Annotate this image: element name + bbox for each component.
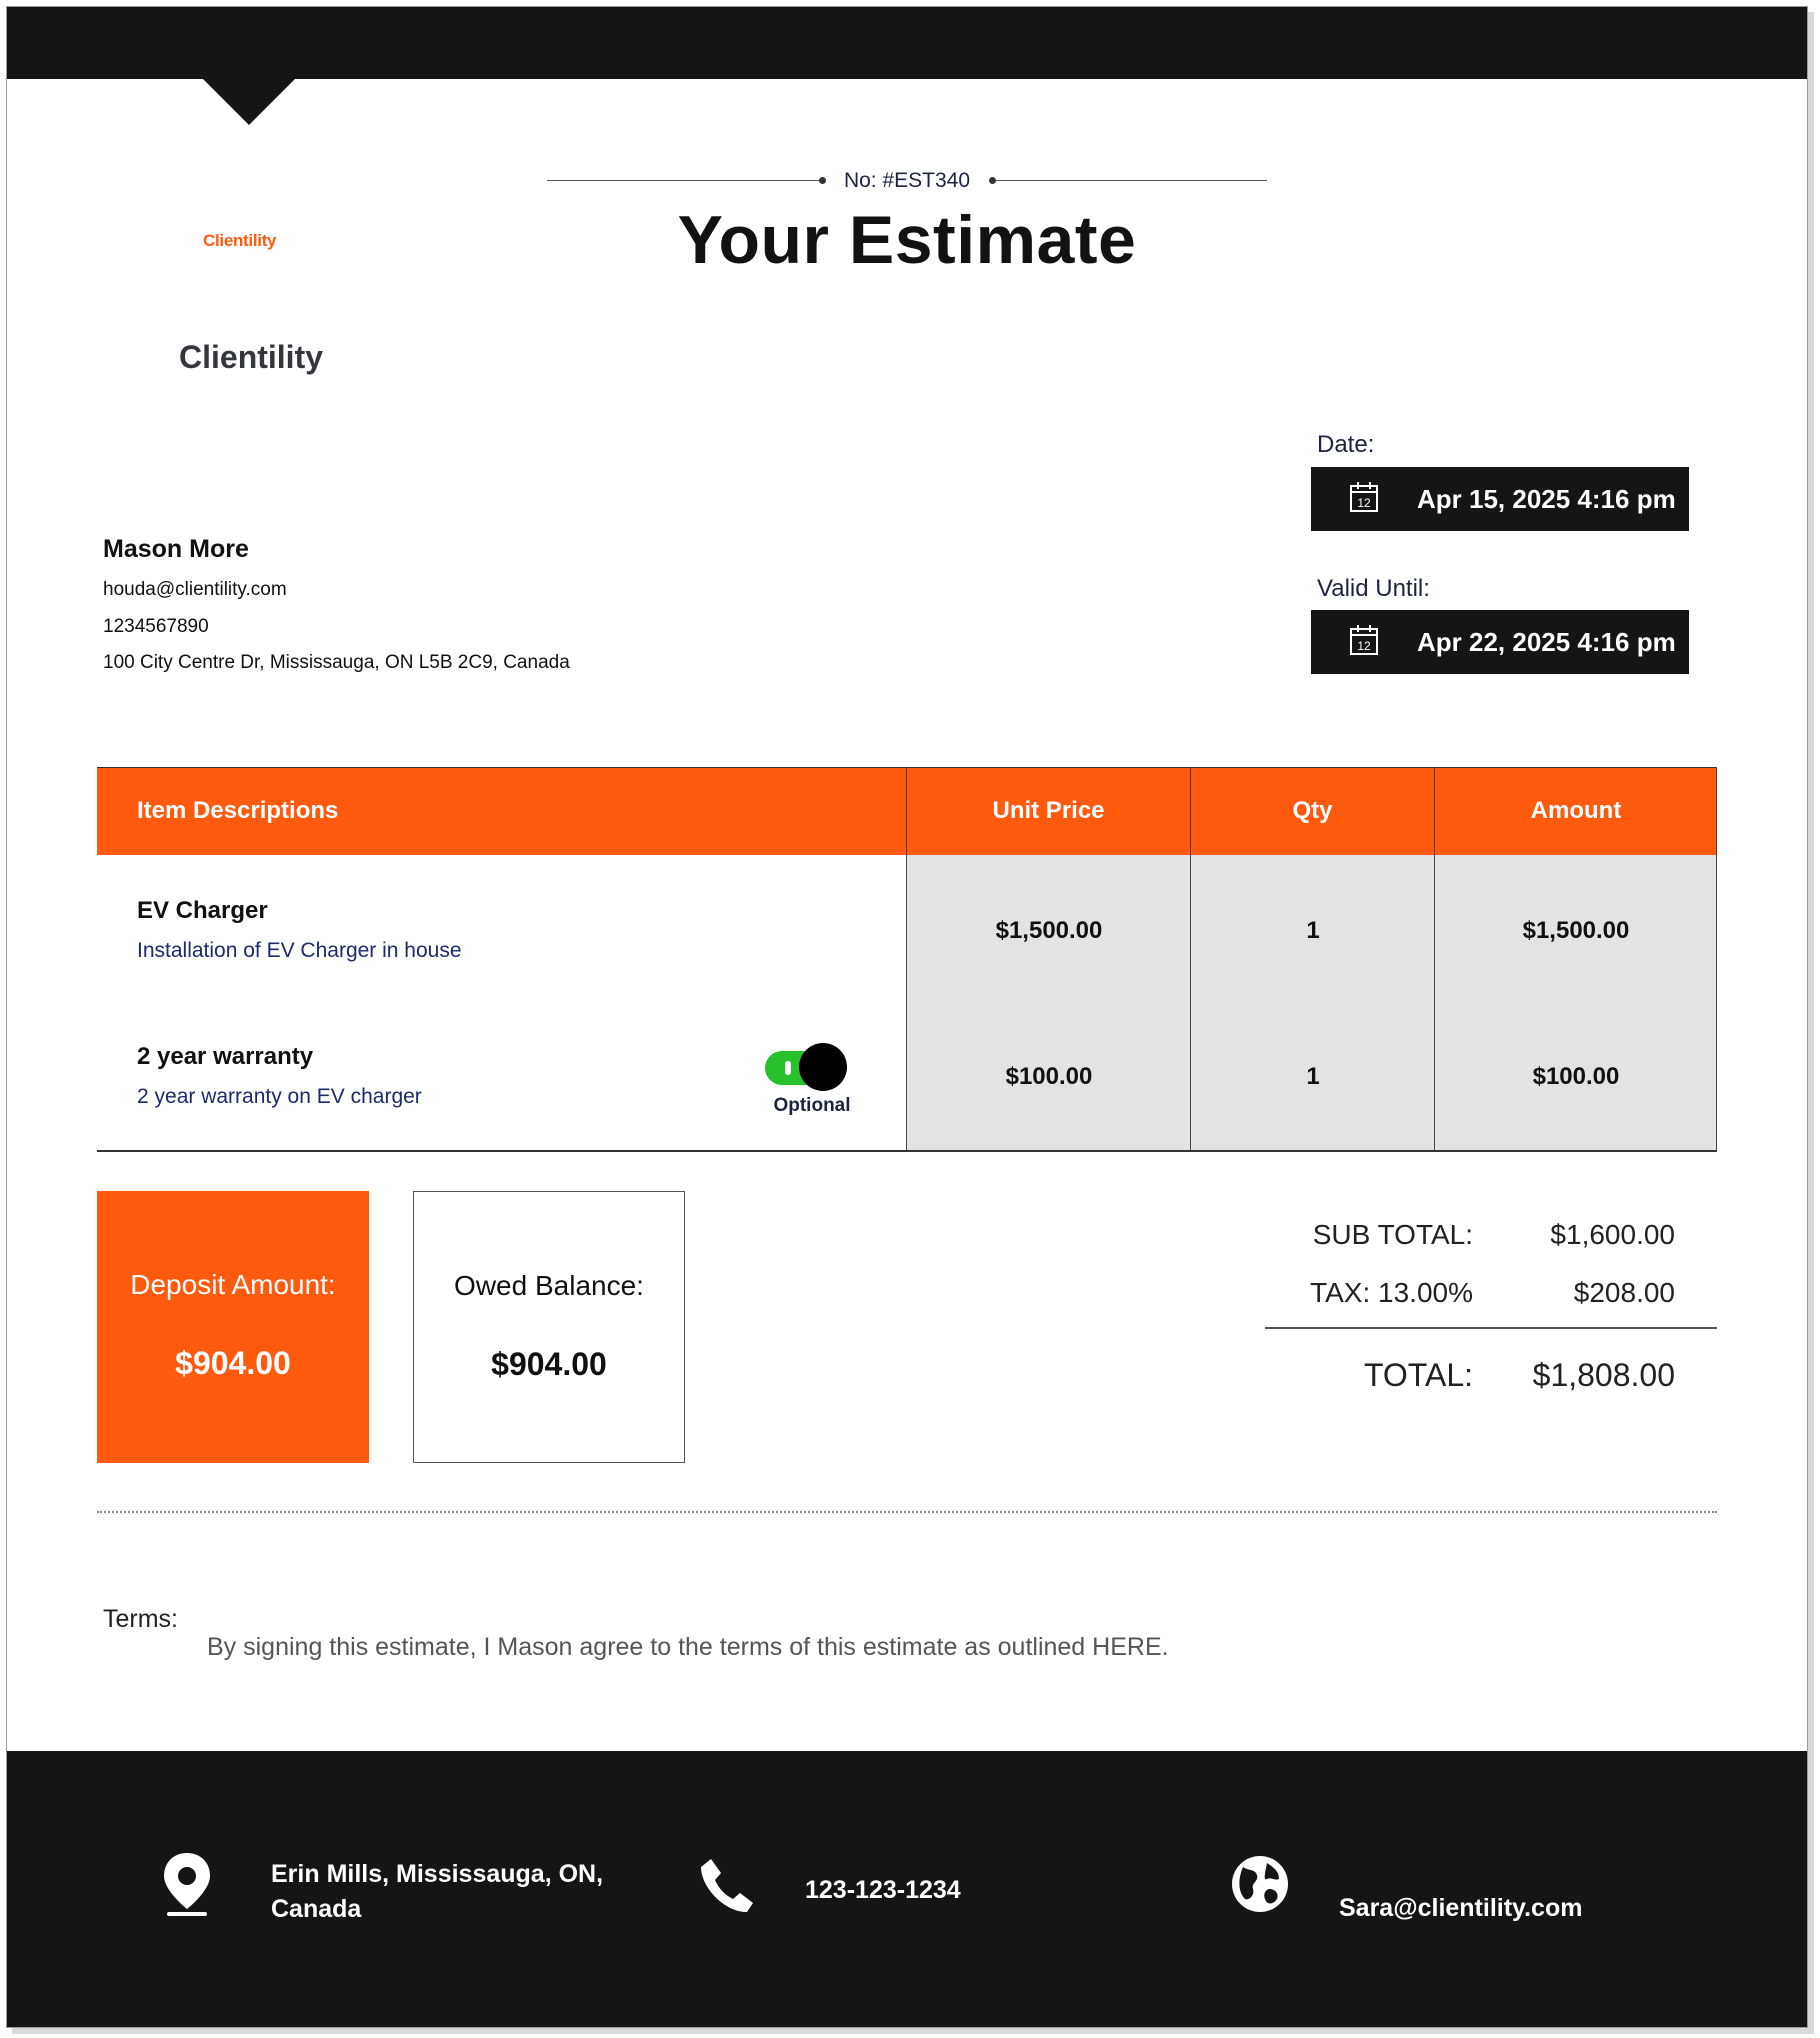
deposit-amount-box: [97, 1191, 369, 1463]
footer: [7, 1751, 1807, 2027]
tax-label: TAX: 13.00%: [1310, 1277, 1473, 1308]
phone-icon: [697, 1855, 757, 1915]
calendar-day-text: 12: [1357, 639, 1371, 653]
divider-right: [996, 180, 1267, 181]
owed-label: Owed Balance:: [454, 1270, 644, 1301]
date-field: [1311, 467, 1689, 531]
item-description: Installation of EV Charger in house: [137, 939, 462, 962]
calendar-icon: [1349, 481, 1379, 513]
top-bar: [7, 7, 1807, 79]
toggle-knob: [799, 1043, 847, 1091]
item-qty: 1: [1306, 917, 1320, 944]
page-title: Your Estimate: [677, 202, 1137, 278]
client-name: Mason More: [103, 535, 249, 563]
optional-label: Optional: [773, 1095, 851, 1116]
footer-phone: 123-123-1234: [805, 1876, 961, 1904]
company-logo: Clientility: [203, 231, 277, 250]
table-bottom-border: [97, 1150, 1717, 1152]
estimate-number: No: #EST340: [843, 169, 971, 192]
totals-divider: [1265, 1327, 1717, 1329]
item-amount: $1,500.00: [1522, 917, 1630, 944]
terms-text: By signing this estimate, I Mason agree to the terms of this estimate as outlined HERE.: [207, 1633, 1169, 1661]
top-bar-notch: [203, 79, 295, 125]
header-amount: Amount: [1435, 767, 1717, 855]
calendar-icon: [1349, 624, 1379, 656]
footer-email[interactable]: Sara@clientility.com: [1339, 1894, 1583, 1922]
divider-dot-right: [989, 177, 996, 184]
table-top-border: [97, 767, 1717, 768]
footer-address-line2: Canada: [271, 1895, 362, 1923]
estimate-number-row: [547, 167, 1267, 195]
subtotal-value: $1,600.00: [1550, 1219, 1675, 1250]
header-qty: Qty: [1191, 767, 1435, 855]
column-divider: [1190, 767, 1191, 1151]
deposit-value: $904.00: [175, 1345, 291, 1381]
total-value: $1,808.00: [1532, 1357, 1675, 1393]
date-label: Date:: [1317, 431, 1375, 458]
table-right-border: [1716, 767, 1717, 1151]
item-unit-price: $1,500.00: [995, 917, 1103, 944]
calendar-day-text: 12: [1357, 496, 1371, 510]
globe-icon: [1229, 1853, 1291, 1915]
toggle-on-indicator: [785, 1061, 791, 1075]
total-label: TOTAL:: [1363, 1357, 1473, 1393]
tax-value: $208.00: [1573, 1277, 1675, 1308]
section-divider: [97, 1511, 1717, 1513]
header-item-descriptions: Item Descriptions: [97, 767, 907, 855]
terms-label: Terms:: [103, 1605, 178, 1633]
column-divider: [1434, 767, 1435, 1151]
item-title: 2 year warranty: [137, 1043, 314, 1070]
estimate-document: [6, 6, 1808, 2028]
valid-until-label: Valid Until:: [1317, 575, 1430, 602]
company-name: Clientility: [179, 339, 324, 375]
valid-until-field: [1311, 610, 1689, 674]
owed-balance-box: [413, 1191, 685, 1463]
header-unit-price: Unit Price: [907, 767, 1191, 855]
subtotal-label: SUB TOTAL:: [1312, 1219, 1473, 1250]
location-pin-icon: [159, 1851, 215, 1917]
date-value: Apr 15, 2025 4:16 pm: [1417, 484, 1676, 514]
footer-address-line1: Erin Mills, Mississauga, ON,: [271, 1860, 604, 1888]
item-qty: 1: [1306, 1063, 1320, 1090]
column-divider: [906, 767, 907, 1151]
item-unit-price: $100.00: [1005, 1063, 1093, 1090]
item-description: 2 year warranty on EV charger: [137, 1085, 422, 1108]
item-title: EV Charger: [137, 897, 268, 924]
item-amount: $100.00: [1532, 1063, 1620, 1090]
client-phone: 1234567890: [103, 616, 209, 637]
table-price-area: [907, 855, 1717, 1151]
valid-until-value: Apr 22, 2025 4:16 pm: [1417, 627, 1676, 657]
client-email: houda@clientility.com: [103, 579, 287, 600]
deposit-label: Deposit Amount:: [130, 1269, 336, 1300]
owed-value: $904.00: [491, 1346, 607, 1382]
optional-toggle[interactable]: [765, 1043, 837, 1089]
client-address: 100 City Centre Dr, Mississauga, ON L5B 2C9, Canada: [103, 652, 570, 673]
